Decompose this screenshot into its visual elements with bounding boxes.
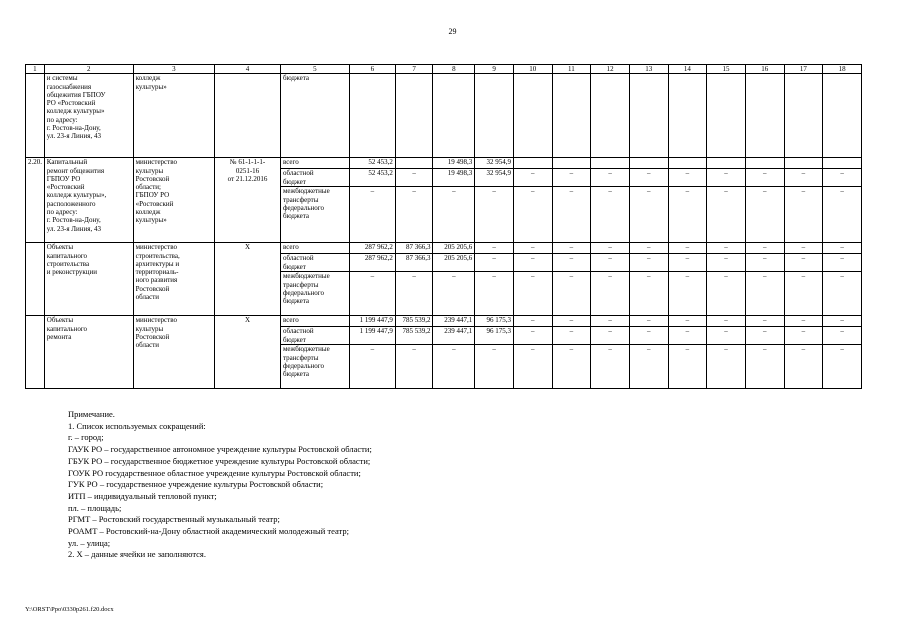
budget-table <box>25 64 862 389</box>
value-cell: 32 954,9 <box>475 158 514 169</box>
conclusion-cell <box>215 74 281 158</box>
value-cell: – <box>552 254 591 272</box>
note-line: Примечание. <box>68 409 115 419</box>
value-cell: 239 447,1 <box>433 327 475 345</box>
funding-source-cell: областной бюджет <box>280 327 349 345</box>
value-cell: – <box>629 316 668 327</box>
table-row <box>26 158 862 169</box>
value-cell: – <box>629 345 668 389</box>
value-cell: – <box>823 345 862 389</box>
header-cell: 12 <box>591 65 630 74</box>
header-cell: 1 <box>26 65 45 74</box>
value-cell <box>707 74 746 158</box>
value-cell: – <box>513 345 552 389</box>
value-cell <box>784 74 823 158</box>
value-cell: – <box>784 187 823 243</box>
value-cell: – <box>552 187 591 243</box>
value-cell: – <box>823 316 862 327</box>
value-cell: – <box>668 272 707 316</box>
value-cell: – <box>823 243 862 254</box>
value-cell <box>668 158 707 169</box>
value-cell: – <box>823 254 862 272</box>
note-line: ГУК РО – государственное учреждение культуры Ростовской области; <box>68 479 324 490</box>
value-cell: 87 366,3 <box>395 243 433 254</box>
value-cell: – <box>745 187 784 243</box>
value-cell: – <box>475 272 514 316</box>
table-row <box>26 74 862 158</box>
value-cell: 19 498,3 <box>433 158 475 169</box>
responsible-cell: министерство строительства, архитектуры и территориаль- ного развития Ростовской области <box>133 243 215 316</box>
note-line: РОАМТ – Ростовский-на-Дону областной академический молодежный театр; <box>68 526 349 537</box>
header-cell: 15 <box>707 65 746 74</box>
value-cell: – <box>433 345 475 389</box>
value-cell: – <box>823 169 862 187</box>
value-cell <box>668 74 707 158</box>
header-cell: 6 <box>349 65 395 74</box>
object-name-cell: Капитальный ремонт общежития ГБПОУ РО «Ростовский колледж культуры», расположенного по адресу: г. Ростов-на-Дону, ул. 23-я Линия, 43 <box>44 158 133 243</box>
value-cell <box>433 74 475 158</box>
value-cell: – <box>513 169 552 187</box>
file-path-footer: Y:\ORST\Ppo\0330p261.f20.docx <box>25 606 114 613</box>
value-cell: 87 366,3 <box>395 254 433 272</box>
value-cell: – <box>668 254 707 272</box>
value-cell: – <box>629 187 668 243</box>
note-line: ул. – улица; <box>68 537 111 548</box>
value-cell: – <box>552 327 591 345</box>
value-cell: – <box>668 187 707 243</box>
value-cell: – <box>745 243 784 254</box>
header-cell: 14 <box>668 65 707 74</box>
value-cell: – <box>475 345 514 389</box>
value-cell: – <box>591 254 630 272</box>
conclusion-cell: № 61-1-1-1- 0251-16 от 21.12.2016 <box>215 158 281 243</box>
value-cell: 52 453,2 <box>349 169 395 187</box>
value-cell: – <box>591 243 630 254</box>
value-cell <box>823 74 862 158</box>
value-cell: – <box>629 327 668 345</box>
object-name-cell: Объекты капитального ремонта <box>44 316 133 389</box>
value-cell: – <box>707 316 746 327</box>
value-cell: – <box>745 327 784 345</box>
header-cell: 8 <box>433 65 475 74</box>
table-row <box>26 316 862 327</box>
value-cell <box>475 74 514 158</box>
value-cell: – <box>707 169 746 187</box>
funding-source-cell: бюджета <box>280 74 349 158</box>
funding-source-cell: межбюджетные трансферты федерального бюджета <box>280 345 349 389</box>
value-cell: – <box>668 316 707 327</box>
value-cell <box>745 74 784 158</box>
responsible-cell: министерство культуры Ростовской области; ГБПОУ РО «Ростовский колледж культуры» <box>133 158 215 243</box>
value-cell <box>629 74 668 158</box>
value-cell: – <box>707 243 746 254</box>
funding-source-cell: межбюджетные трансферты федерального бюджета <box>280 272 349 316</box>
note-line: 1. Список используемых сокращений: <box>68 420 206 431</box>
value-cell: – <box>745 272 784 316</box>
value-cell: – <box>823 187 862 243</box>
header-cell: 5 <box>280 65 349 74</box>
header-cell: 7 <box>395 65 433 74</box>
value-cell: – <box>433 187 475 243</box>
header-row <box>26 65 862 74</box>
value-cell <box>552 74 591 158</box>
value-cell: – <box>513 243 552 254</box>
value-cell: – <box>513 316 552 327</box>
value-cell: – <box>629 169 668 187</box>
value-cell: – <box>591 327 630 345</box>
responsible-cell: колледж культуры» <box>133 74 215 158</box>
header-cell: 17 <box>784 65 823 74</box>
value-cell <box>552 158 591 169</box>
value-cell: – <box>591 316 630 327</box>
value-cell <box>395 158 433 169</box>
object-name-cell: Объекты капитального строительства и реконструкции <box>44 243 133 316</box>
conclusion-cell: X <box>215 316 281 389</box>
value-cell: – <box>629 254 668 272</box>
conclusion-cell: X <box>215 243 281 316</box>
value-cell: 785 539,2 <box>395 327 433 345</box>
value-cell <box>707 158 746 169</box>
value-cell: – <box>349 345 395 389</box>
value-cell: – <box>591 272 630 316</box>
value-cell <box>395 74 433 158</box>
value-cell: – <box>395 345 433 389</box>
header-cell: 2 <box>44 65 133 74</box>
value-cell: – <box>591 169 630 187</box>
header-cell: 11 <box>552 65 591 74</box>
value-cell: – <box>513 254 552 272</box>
value-cell: – <box>823 327 862 345</box>
value-cell: – <box>745 169 784 187</box>
header-cell: 10 <box>513 65 552 74</box>
value-cell: – <box>591 187 630 243</box>
value-cell: – <box>513 272 552 316</box>
value-cell: – <box>475 243 514 254</box>
header-cell: 3 <box>133 65 215 74</box>
note-line: пл. – площадь; <box>68 502 122 513</box>
value-cell: 96 175,3 <box>475 316 514 327</box>
value-cell <box>349 74 395 158</box>
row-number-cell: 2.20. <box>26 158 45 243</box>
value-cell: 287 962,2 <box>349 254 395 272</box>
value-cell: 52 453,2 <box>349 158 395 169</box>
value-cell: – <box>513 187 552 243</box>
value-cell: – <box>395 187 433 243</box>
value-cell: – <box>349 272 395 316</box>
funding-source-cell: областной бюджет <box>280 169 349 187</box>
header-cell: 4 <box>215 65 281 74</box>
note-line: ИТП – индивидуальный тепловой пункт; <box>68 490 217 501</box>
value-cell: – <box>433 272 475 316</box>
note-line: РГМТ – Ростовский государственный музыкальный театр; <box>68 514 280 525</box>
value-cell: – <box>349 187 395 243</box>
value-cell: – <box>745 254 784 272</box>
value-cell: – <box>552 169 591 187</box>
value-cell: 32 954,9 <box>475 169 514 187</box>
value-cell: – <box>745 316 784 327</box>
note-line: г. – город; <box>68 432 104 443</box>
header-cell: 18 <box>823 65 862 74</box>
note-line: ГОУК РО государственное областное учреждение культуры Ростовской области; <box>68 467 361 478</box>
value-cell: – <box>552 316 591 327</box>
funding-source-cell: областной бюджет <box>280 254 349 272</box>
value-cell: 287 962,2 <box>349 243 395 254</box>
value-cell: – <box>395 169 433 187</box>
value-cell: 205 205,6 <box>433 243 475 254</box>
value-cell: 1 199 447,9 <box>349 327 395 345</box>
value-cell: – <box>475 254 514 272</box>
note-line: ГАУК РО – государственное автономное учреждение культуры Ростовской области; <box>68 444 372 455</box>
value-cell: – <box>552 243 591 254</box>
value-cell: – <box>668 345 707 389</box>
value-cell: – <box>552 345 591 389</box>
value-cell: – <box>629 272 668 316</box>
value-cell <box>513 74 552 158</box>
value-cell <box>591 158 630 169</box>
value-cell <box>591 74 630 158</box>
value-cell: 785 539,2 <box>395 316 433 327</box>
value-cell: – <box>475 187 514 243</box>
value-cell <box>784 158 823 169</box>
funding-source-cell: всего <box>280 158 349 169</box>
header-cell: 16 <box>745 65 784 74</box>
value-cell: – <box>629 243 668 254</box>
value-cell: – <box>784 327 823 345</box>
value-cell: 205 205,6 <box>433 254 475 272</box>
funding-source-cell: всего <box>280 316 349 327</box>
value-cell: – <box>784 243 823 254</box>
value-cell: – <box>668 169 707 187</box>
funding-source-cell: всего <box>280 243 349 254</box>
row-number-cell <box>26 74 45 158</box>
value-cell: – <box>707 272 746 316</box>
value-cell: – <box>707 345 746 389</box>
value-cell: – <box>707 254 746 272</box>
value-cell: – <box>707 187 746 243</box>
note-line: ГБУК РО – государственное бюджетное учреждение культуры Ростовской области; <box>68 455 371 466</box>
value-cell <box>823 158 862 169</box>
value-cell: 1 199 447,9 <box>349 316 395 327</box>
value-cell: – <box>668 243 707 254</box>
value-cell: – <box>745 345 784 389</box>
value-cell: – <box>784 316 823 327</box>
value-cell: – <box>784 169 823 187</box>
value-cell <box>513 158 552 169</box>
value-cell: – <box>823 272 862 316</box>
header-cell: 13 <box>629 65 668 74</box>
value-cell: – <box>395 272 433 316</box>
table-row <box>26 243 862 254</box>
value-cell: 19 498,3 <box>433 169 475 187</box>
value-cell: – <box>784 272 823 316</box>
header-cell: 9 <box>475 65 514 74</box>
value-cell <box>745 158 784 169</box>
value-cell: – <box>784 254 823 272</box>
value-cell <box>629 158 668 169</box>
object-name-cell: и системы газоснабжения общежития ГБПОУ РО «Ростовский колледж культуры» по адресу: г. Ростов-на-Дону, ул. 23-я Линия, 43 <box>44 74 133 158</box>
value-cell: 239 447,1 <box>433 316 475 327</box>
page-number: 29 <box>448 27 457 36</box>
value-cell: – <box>784 345 823 389</box>
value-cell: – <box>668 327 707 345</box>
value-cell: 96 175,3 <box>475 327 514 345</box>
responsible-cell: министерство культуры Ростовской области <box>133 316 215 389</box>
funding-source-cell: межбюджетные трансферты федерального бюджета <box>280 187 349 243</box>
row-number-cell <box>26 316 45 389</box>
value-cell: – <box>591 345 630 389</box>
value-cell: – <box>552 272 591 316</box>
row-number-cell <box>26 243 45 316</box>
value-cell: – <box>707 327 746 345</box>
note-line: 2. X – данные ячейки не заполняются. <box>68 549 206 560</box>
value-cell: – <box>513 327 552 345</box>
notes-section <box>68 409 372 561</box>
